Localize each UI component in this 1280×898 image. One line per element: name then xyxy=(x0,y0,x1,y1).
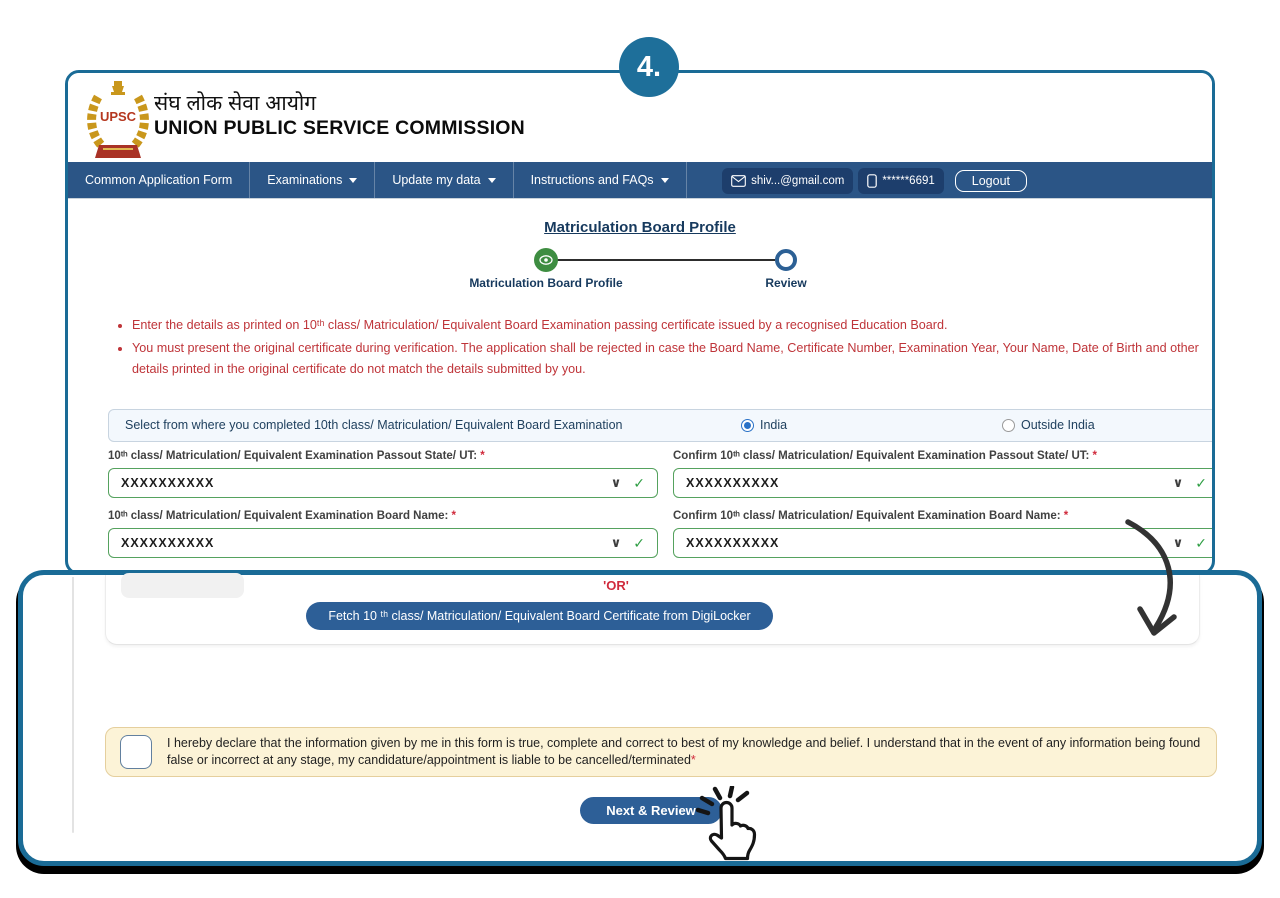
radio-outside-india[interactable]: Outside India xyxy=(1002,418,1095,432)
confirm-board-name-select[interactable]: XXXXXXXXXX ∨ ✓ xyxy=(673,528,1215,558)
screenshot-top-frame xyxy=(65,70,1215,575)
user-email: shiv...@gmail.com xyxy=(751,174,845,187)
declaration-checkbox[interactable] xyxy=(120,735,152,769)
stepper-label-current: Matriculation Board Profile xyxy=(469,276,623,290)
nav-examinations[interactable]: Examinations xyxy=(250,162,375,198)
board-profile-fields xyxy=(108,450,1215,558)
radio-selected-icon[interactable] xyxy=(741,419,754,432)
fetch-digilocker-button[interactable]: Fetch 10 ᵗʰ class/ Matriculation/ Equivalent Board Certificate from DigiLocker xyxy=(306,602,773,630)
nav-common-application-form[interactable]: Common Application Form xyxy=(68,162,250,198)
stepper-connector xyxy=(557,259,775,261)
click-hand-cursor-icon xyxy=(691,786,771,875)
chevron-down-icon[interactable]: ∨ xyxy=(610,475,622,490)
required-asterisk: * xyxy=(451,510,456,522)
nav-update-my-data[interactable]: Update my data xyxy=(375,162,513,198)
radio-unselected-icon[interactable] xyxy=(1002,419,1015,432)
required-asterisk: * xyxy=(480,450,485,462)
user-phone: ******6691 xyxy=(882,174,935,187)
form-card-continuation xyxy=(105,575,1200,645)
instruction-item: • You must present the original certificate during verification. The application shall be rejected in case the Board Name, Certificate Number, Examination Year, Your Name, Date of Birth and other details printed in the original certificate do not match the details submitted by you. xyxy=(132,338,1215,381)
valid-check-icon: ✓ xyxy=(633,534,645,551)
declaration-text: I hereby declare that the information given by me in this form is true, complete and correct to best of my knowledge and belief. I understand that in the event of any information being found false or incorrect at any stage, my candidature/appointment is liable to be cancelled/terminated xyxy=(167,736,1201,767)
phone-icon xyxy=(867,174,877,188)
upsc-emblem-logo xyxy=(86,79,150,170)
stepper-next-step xyxy=(775,249,797,271)
field-board-name: 10ᵗʰ class/ Matriculation/ Equivalent Examination Board Name: * XXXXXXXXXX ∨ ✓ xyxy=(108,510,658,558)
field-passout-state: 10ᵗʰ class/ Matriculation/ Equivalent Examination Passout State/ UT: * XXXXXXXXXX ∨ ✓ xyxy=(108,450,658,498)
caret-down-icon xyxy=(661,178,669,183)
page-title: Matriculation Board Profile xyxy=(544,219,736,236)
instruction-item: • Enter the details as printed on 10ᵗʰ class/ Matriculation/ Equivalent Board Examination passing certificate issued by a recognised Education Board. xyxy=(132,315,1215,337)
field-confirm-board-name: Confirm 10ᵗʰ class/ Matriculation/ Equivalent Examination Board Name: * XXXXXXXXXX ∨ ✓ xyxy=(673,510,1215,558)
next-review-button[interactable]: Next & Review xyxy=(580,797,722,824)
exam-country-select-row xyxy=(108,409,1215,442)
or-divider: 'OR' xyxy=(603,578,629,593)
stepper-label-review: Review xyxy=(765,276,807,290)
board-name-select[interactable]: XXXXXXXXXX ∨ ✓ xyxy=(108,528,658,558)
org-name-english: UNION PUBLIC SERVICE COMMISSION xyxy=(154,117,525,139)
radio-india[interactable]: India xyxy=(741,418,787,432)
logout-button[interactable]: Logout xyxy=(955,170,1027,192)
screenshot-bottom-frame xyxy=(18,570,1262,866)
chevron-down-icon[interactable]: ∨ xyxy=(1172,475,1184,490)
exam-country-label: Select from where you completed 10th class/ Matriculation/ Equivalent Board Examination xyxy=(125,418,623,432)
chevron-down-icon[interactable]: ∨ xyxy=(1172,535,1184,550)
required-asterisk: * xyxy=(1063,510,1069,522)
required-asterisk: * xyxy=(1092,450,1098,462)
main-navbar xyxy=(68,162,1212,199)
eye-icon xyxy=(539,255,553,265)
caret-down-icon xyxy=(349,178,357,183)
page-edge-line xyxy=(72,577,74,833)
step-number-badge: 4. xyxy=(619,37,679,97)
valid-check-icon: ✓ xyxy=(1195,474,1207,491)
org-name-hindi: संघ लोक सेवा आयोग xyxy=(154,92,317,115)
valid-check-icon: ✓ xyxy=(633,474,645,491)
field-confirm-passout-state: Confirm 10ᵗʰ class/ Matriculation/ Equivalent Examination Passout State/ UT: * XXXXXXXXXX ∨ ✓ xyxy=(673,450,1215,498)
declaration-box xyxy=(105,727,1217,777)
logo-acronym-text: UPSC xyxy=(99,109,137,124)
valid-check-icon: ✓ xyxy=(1195,534,1207,551)
chevron-down-icon[interactable]: ∨ xyxy=(610,535,622,550)
user-email-badge xyxy=(722,168,853,194)
truncated-element-stub xyxy=(121,573,244,598)
confirm-passout-state-select[interactable]: XXXXXXXXXX ∨ ✓ xyxy=(673,468,1215,498)
passout-state-select[interactable]: XXXXXXXXXX ∨ ✓ xyxy=(108,468,658,498)
caret-down-icon xyxy=(488,178,496,183)
instructions-list xyxy=(114,315,1215,382)
user-phone-badge xyxy=(858,168,943,194)
required-asterisk: * xyxy=(690,753,696,767)
nav-instructions-and-faqs[interactable]: Instructions and FAQs xyxy=(514,162,687,198)
envelope-icon xyxy=(731,175,746,187)
stepper-current-step xyxy=(534,248,558,272)
